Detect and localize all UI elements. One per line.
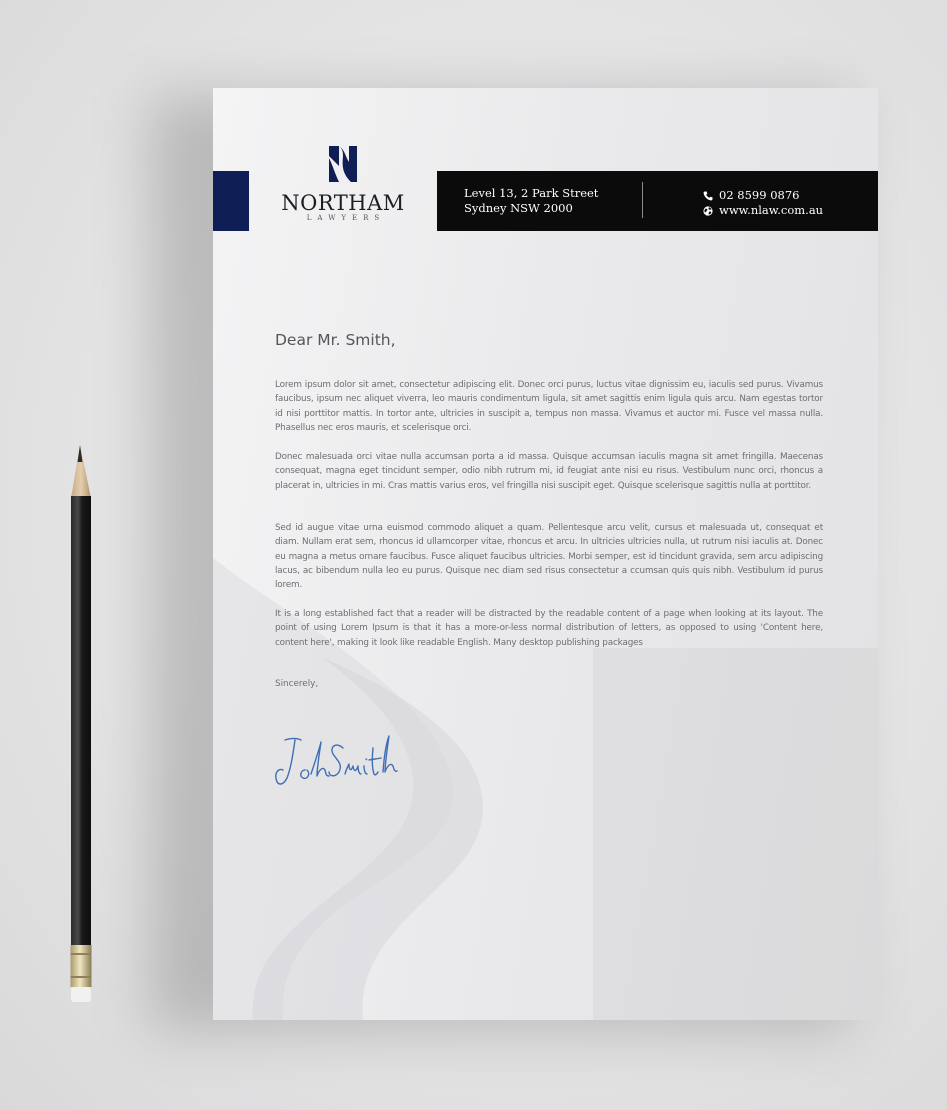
firm-logo [273, 144, 413, 223]
logo-mark-icon [327, 144, 359, 184]
contact-details [703, 188, 823, 218]
body-paragraph-4: It is a long established fact that a reader will be distracted by the readable content of a page when looking at its layout. The point of using Lorem Ipsum is that it has a more-or-less normal distribution of letters, as opposed to using 'Content here, content here', making it look like readable English. Many desktop publishing packages [275, 609, 823, 648]
paper-shade [593, 648, 878, 1020]
body-paragraph-2: Donec malesuada orci vitae nulla accumsan porta a id massa. Quisque accumsan iaculis magna sit amet fringilla. Maecenas consequat, magna eget tincidunt semper, odio nibh rutrum mi, id feugiat ante nisi eu risus. Vestibulum nunc orci, rhoncus a placerat in, ultricies in mi. Cras mattis varius eros, vel fringilla nisi suscipit eget. Quisque scelerisque sagittis nulla at porttitor. [275, 452, 823, 491]
website-row [703, 203, 823, 218]
firm-subtitle: LAWYERS [306, 214, 386, 222]
firm-name: NORTHAM [281, 191, 405, 215]
closing: Sincerely, [275, 679, 319, 689]
address-line-1: Level 13, 2 Park Street [464, 186, 599, 200]
body-paragraph-3: Sed id augue vitae urna euismod commodo aliquet a quam. Pellentesque arcu velit, cursus et malesuada ut, consequat et diam. Nullam erat sem, rhoncus id ullamcorper vitae, rhoncus et arcu. In ultricies ultricies nulla, ut rutrum nisi iaculis at. Donec eu magna a metus ornare faucibus. Fusce aliquet faucibus ultricies. Morbi semper, est id tincidunt gravida, sem arcu adipiscing lacus, ac bibendum nulla leo eu purus. Quisque nec diam sed risus consectetur a ccumsan quis quis nibh. Vestibulum id purus lorem. [275, 523, 823, 591]
address-block [464, 186, 598, 216]
phone-icon [703, 191, 713, 201]
body-paragraph-1: Lorem ipsum dolor sit amet, consectetur adipiscing elit. Donec orci purus, luctus vitae dignissim eu, iaculis sed purus. Vivamus faucibus, ipsum nec aliquet viverra, leo mauris condimentum ligula, sit amet sagittis enim ligula quis arcu. Nam egestas tortor id nisi porttitor mattis. In tortor ante, ultricies in suscipit a, tempus non massa. Vivamus et auctor mi. Fusce vel massa nulla. Phasellus nec eros mauris, et scelerisque orci. [275, 380, 823, 433]
letterhead-paper [213, 88, 878, 1020]
pencil-decoration [60, 440, 100, 1010]
phone-number: 02 8599 0876 [719, 188, 800, 202]
handwritten-signature [271, 726, 411, 794]
contact-divider [642, 182, 643, 218]
globe-icon [703, 206, 713, 216]
salutation: Dear Mr. Smith, [275, 331, 396, 349]
brand-side-block [213, 171, 249, 231]
phone-row [703, 188, 823, 203]
website-url: www.nlaw.com.au [719, 203, 824, 217]
address-line-2: Sydney NSW 2000 [464, 201, 573, 215]
contact-bar [437, 171, 878, 231]
